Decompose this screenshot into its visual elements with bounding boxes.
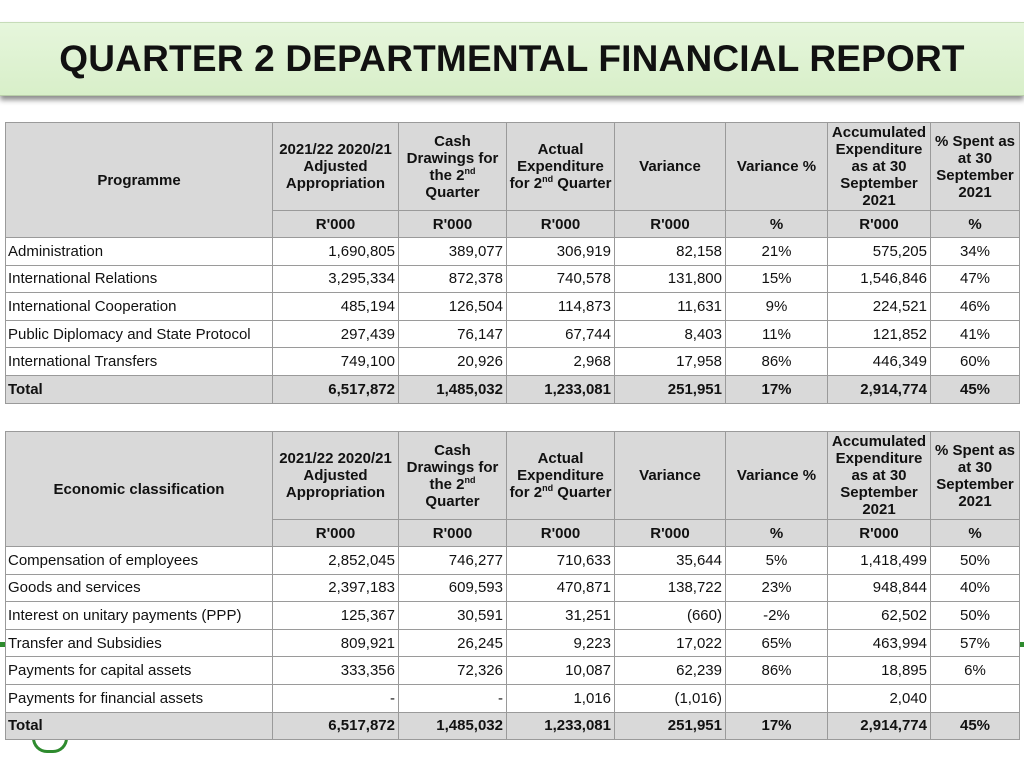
- cell-variance: (660): [615, 602, 726, 630]
- cell-variance-pct: 5%: [726, 547, 828, 575]
- table-row: [6, 348, 1020, 376]
- unit-header: R'000: [399, 520, 507, 547]
- cell-variance: 35,644: [615, 547, 726, 575]
- table-row: [6, 684, 1020, 712]
- total-row: [6, 375, 1020, 403]
- variance-pct-header: Variance %: [726, 432, 828, 520]
- unit-header: R'000: [507, 520, 615, 547]
- cell-cash: 389,077: [399, 238, 507, 266]
- unit-header: R'000: [273, 211, 399, 238]
- cell-appropriation: 809,921: [273, 629, 399, 657]
- cell-cash: 30,591: [399, 602, 507, 630]
- cell-spent: 45%: [931, 375, 1020, 403]
- cell-variance: 17,022: [615, 629, 726, 657]
- variance-header: Variance: [615, 432, 726, 520]
- cell-accumulated: 948,844: [828, 574, 931, 602]
- programme-table: [5, 122, 1020, 404]
- cell-appropriation: 297,439: [273, 320, 399, 348]
- pct-spent-header: % Spent as at 30 September 2021: [931, 123, 1020, 211]
- cell-label: Payments for financial assets: [6, 684, 273, 712]
- cell-cash: 72,326: [399, 657, 507, 685]
- cell-actual: 31,251: [507, 602, 615, 630]
- cell-accumulated: 1,546,846: [828, 265, 931, 293]
- appropriation-header: 2021/22 2020/21 Adjusted Appropriation: [273, 432, 399, 520]
- cell-actual: 67,744: [507, 320, 615, 348]
- table-row: [6, 265, 1020, 293]
- cell-accumulated: 2,914,774: [828, 375, 931, 403]
- cell-appropriation: 749,100: [273, 348, 399, 376]
- unit-header: R'000: [828, 211, 931, 238]
- cell-variance: 138,722: [615, 574, 726, 602]
- cash-drawings-header: Cash Drawings for the 2nd Quarter: [399, 123, 507, 211]
- cell-actual: 1,233,081: [507, 712, 615, 740]
- table-row: [6, 574, 1020, 602]
- accumulated-header: Accumulated Expenditure as at 30 September 2021: [828, 432, 931, 520]
- cell-actual: 9,223: [507, 629, 615, 657]
- cell-actual: 114,873: [507, 293, 615, 321]
- cell-variance-pct: 21%: [726, 238, 828, 266]
- cell-variance: 131,800: [615, 265, 726, 293]
- table-row: [6, 657, 1020, 685]
- cell-cash: 126,504: [399, 293, 507, 321]
- cell-actual: 10,087: [507, 657, 615, 685]
- cell-variance-pct: 9%: [726, 293, 828, 321]
- unit-header: %: [726, 211, 828, 238]
- cell-cash: 746,277: [399, 547, 507, 575]
- unit-header: R'000: [828, 520, 931, 547]
- cell-actual: 1,016: [507, 684, 615, 712]
- cell-variance: 251,951: [615, 375, 726, 403]
- title-banner: [0, 22, 1024, 96]
- cell-spent: 41%: [931, 320, 1020, 348]
- cell-cash: -: [399, 684, 507, 712]
- programme-header: Programme: [6, 123, 273, 238]
- cell-spent: 6%: [931, 657, 1020, 685]
- cell-actual: 306,919: [507, 238, 615, 266]
- cell-actual: 1,233,081: [507, 375, 615, 403]
- economic-classification-header: Economic classification: [6, 432, 273, 547]
- cell-actual: 2,968: [507, 348, 615, 376]
- table-row: [6, 320, 1020, 348]
- cell-cash: 1,485,032: [399, 375, 507, 403]
- cell-accumulated: 121,852: [828, 320, 931, 348]
- cell-label: Total: [6, 712, 273, 740]
- cell-accumulated: 446,349: [828, 348, 931, 376]
- cell-spent: 46%: [931, 293, 1020, 321]
- cell-label: International Transfers: [6, 348, 273, 376]
- cell-label: Total: [6, 375, 273, 403]
- cell-label: Interest on unitary payments (PPP): [6, 602, 273, 630]
- cash-drawings-header: Cash Drawings for the 2nd Quarter: [399, 432, 507, 520]
- cell-variance-pct: 15%: [726, 265, 828, 293]
- cell-label: Administration: [6, 238, 273, 266]
- cell-appropriation: -: [273, 684, 399, 712]
- cell-appropriation: 3,295,334: [273, 265, 399, 293]
- cell-accumulated: 2,040: [828, 684, 931, 712]
- cell-accumulated: 224,521: [828, 293, 931, 321]
- table-row: [6, 293, 1020, 321]
- unit-header: R'000: [507, 211, 615, 238]
- cell-cash: 20,926: [399, 348, 507, 376]
- cell-variance-pct: 11%: [726, 320, 828, 348]
- cell-variance: (1,016): [615, 684, 726, 712]
- cell-label: Transfer and Subsidies: [6, 629, 273, 657]
- cell-accumulated: 62,502: [828, 602, 931, 630]
- cell-cash: 26,245: [399, 629, 507, 657]
- total-row: [6, 712, 1020, 740]
- table-row: [6, 602, 1020, 630]
- cell-variance-pct: 86%: [726, 348, 828, 376]
- cell-label: International Cooperation: [6, 293, 273, 321]
- unit-header: R'000: [615, 211, 726, 238]
- cell-label: Goods and services: [6, 574, 273, 602]
- cell-label: International Relations: [6, 265, 273, 293]
- cell-variance: 8,403: [615, 320, 726, 348]
- cell-spent: 45%: [931, 712, 1020, 740]
- unit-header: %: [931, 211, 1020, 238]
- table-row: [6, 629, 1020, 657]
- cell-accumulated: 2,914,774: [828, 712, 931, 740]
- cell-accumulated: 575,205: [828, 238, 931, 266]
- cell-variance-pct: [726, 684, 828, 712]
- cell-appropriation: 6,517,872: [273, 375, 399, 403]
- accumulated-header: Accumulated Expenditure as at 30 September 2021: [828, 123, 931, 211]
- cell-appropriation: 2,852,045: [273, 547, 399, 575]
- cell-appropriation: 125,367: [273, 602, 399, 630]
- unit-header: R'000: [399, 211, 507, 238]
- unit-header: R'000: [273, 520, 399, 547]
- unit-header: %: [931, 520, 1020, 547]
- page-title: QUARTER 2 DEPARTMENTAL FINANCIAL REPORT: [59, 38, 965, 79]
- cell-variance: 251,951: [615, 712, 726, 740]
- cell-appropriation: 333,356: [273, 657, 399, 685]
- cell-accumulated: 1,418,499: [828, 547, 931, 575]
- cell-accumulated: 463,994: [828, 629, 931, 657]
- cell-actual: 740,578: [507, 265, 615, 293]
- cell-cash: 76,147: [399, 320, 507, 348]
- cell-spent: 47%: [931, 265, 1020, 293]
- actual-expenditure-header: Actual Expenditure for 2nd Quarter: [507, 432, 615, 520]
- cell-actual: 710,633: [507, 547, 615, 575]
- pct-spent-header: % Spent as at 30 September 2021: [931, 432, 1020, 520]
- cell-variance: 62,239: [615, 657, 726, 685]
- cell-spent: 60%: [931, 348, 1020, 376]
- cell-label: Payments for capital assets: [6, 657, 273, 685]
- table-row: [6, 238, 1020, 266]
- cell-variance-pct: -2%: [726, 602, 828, 630]
- cell-spent: 50%: [931, 547, 1020, 575]
- cell-accumulated: 18,895: [828, 657, 931, 685]
- cell-variance: 17,958: [615, 348, 726, 376]
- cell-variance-pct: 86%: [726, 657, 828, 685]
- cell-spent: 50%: [931, 602, 1020, 630]
- cell-label: Compensation of employees: [6, 547, 273, 575]
- table-row: [6, 547, 1020, 575]
- cell-appropriation: 485,194: [273, 293, 399, 321]
- cell-label: Public Diplomacy and State Protocol: [6, 320, 273, 348]
- cell-variance: 11,631: [615, 293, 726, 321]
- cell-spent: 40%: [931, 574, 1020, 602]
- actual-expenditure-header: Actual Expenditure for 2nd Quarter: [507, 123, 615, 211]
- cell-variance-pct: 23%: [726, 574, 828, 602]
- cell-appropriation: 1,690,805: [273, 238, 399, 266]
- cell-variance-pct: 17%: [726, 712, 828, 740]
- cell-spent: 34%: [931, 238, 1020, 266]
- unit-header: %: [726, 520, 828, 547]
- cell-appropriation: 2,397,183: [273, 574, 399, 602]
- cell-variance-pct: 65%: [726, 629, 828, 657]
- cell-spent: 57%: [931, 629, 1020, 657]
- cell-cash: 609,593: [399, 574, 507, 602]
- cell-spent: [931, 684, 1020, 712]
- cell-cash: 1,485,032: [399, 712, 507, 740]
- appropriation-header: 2021/22 2020/21 Adjusted Appropriation: [273, 123, 399, 211]
- cell-cash: 872,378: [399, 265, 507, 293]
- cell-appropriation: 6,517,872: [273, 712, 399, 740]
- economic-classification-table: [5, 431, 1020, 740]
- variance-header: Variance: [615, 123, 726, 211]
- cell-variance: 82,158: [615, 238, 726, 266]
- unit-header: R'000: [615, 520, 726, 547]
- variance-pct-header: Variance %: [726, 123, 828, 211]
- cell-variance-pct: 17%: [726, 375, 828, 403]
- cell-actual: 470,871: [507, 574, 615, 602]
